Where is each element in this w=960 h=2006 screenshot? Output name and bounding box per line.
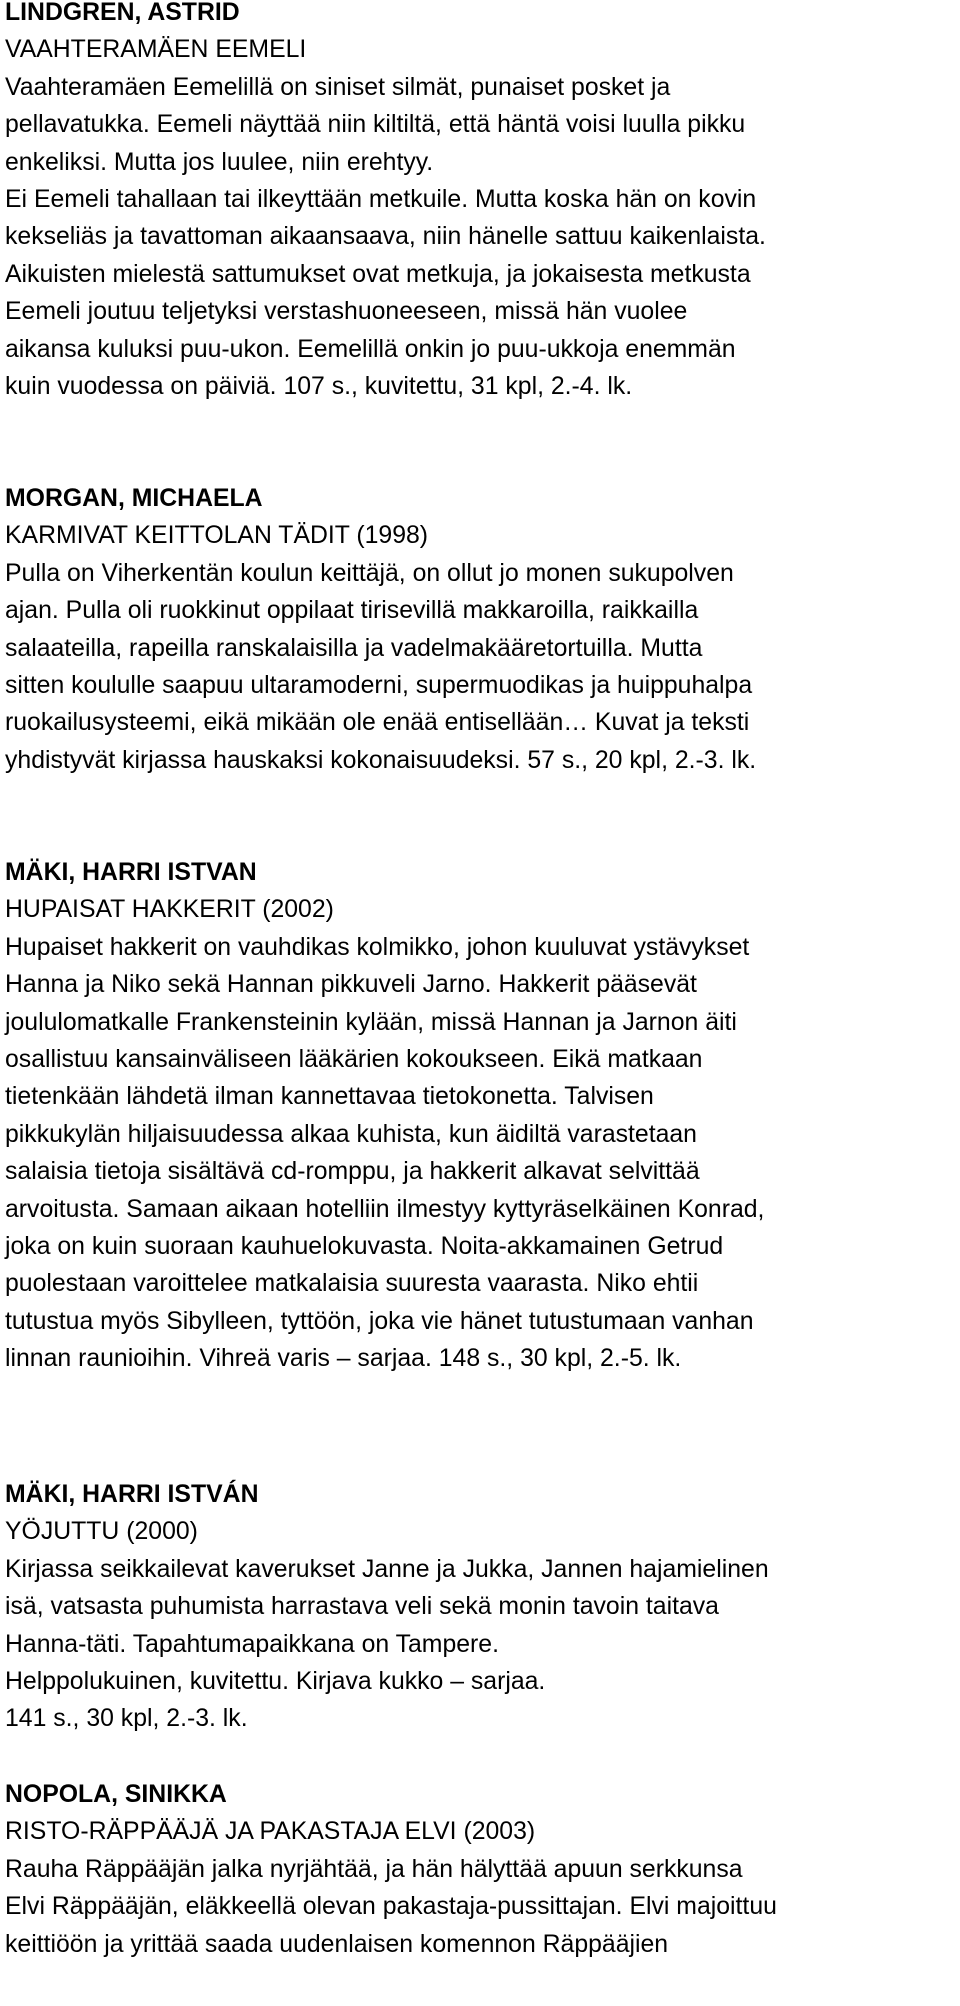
description-line: Hupaiset hakkerit on vauhdikas kolmikko, johon kuuluvat ystävykset <box>5 933 750 961</box>
entry-title: HUPAISAT HAKKERIT (2002) <box>5 896 334 924</box>
description-line: arvoitusta. Samaan aikaan hotelliin ilmestyy kyttyräselkäinen Konrad, <box>5 1195 765 1223</box>
description-line: Pulla on Viherkentän koulun keittäjä, on ollut jo monen sukupolven <box>5 559 734 587</box>
description-line: keittiöön ja yrittää saada uudenlaisen komennon Räppääjien <box>5 1930 669 1958</box>
description-line: aikansa kuluksi puu-ukon. Eemelillä onkin jo puu-ukkoja enemmän <box>5 335 736 363</box>
book-entry <box>5 854 955 1377</box>
description-line: Hanna ja Niko sekä Hannan pikkuveli Jarno. Hakkerit pääsevät <box>5 971 697 999</box>
description-line: 141 s., 30 kpl, 2.-3. lk. <box>5 1705 248 1733</box>
description-line: pellavatukka. Eemeli näyttää niin kiltiltä, että häntä voisi luulla pikku <box>5 111 746 139</box>
description-line: ruokailusysteemi, eikä mikään ole enää entisellään… Kuvat ja teksti <box>5 709 750 737</box>
entry-title: VAAHTERAMÄEN EEMELI <box>5 36 307 64</box>
description-line: puolestaan varoittelee matkalaisia suuresta vaarasta. Niko ehtii <box>5 1270 699 1298</box>
description-line: Rauha Räppääjän jalka nyrjähtää, ja hän hälyttää apuun serkkunsa <box>5 1855 743 1883</box>
entry-author: NOPOLA, SINIKKA <box>5 1781 227 1808</box>
description-line: salaisia tietoja sisältävä cd-romppu, ja hakkerit alkavat selvittää <box>5 1158 700 1186</box>
description-line: yhdistyvät kirjassa hauskaksi kokonaisuudeksi. 57 s., 20 kpl, 2.-3. lk. <box>5 746 757 774</box>
description-line: linnan raunioihin. Vihreä varis – sarjaa. 148 s., 30 kpl, 2.-5. lk. <box>5 1345 682 1373</box>
description-line: kekseliäs ja tavattoman aikaansaava, niin hänelle sattuu kaikenlaista. <box>5 223 766 251</box>
entry-author: LINDGREN, ASTRID <box>5 0 240 26</box>
description-line: joka on kuin suoraan kauhuelokuvasta. Noita-akkamainen Getrud <box>5 1232 724 1260</box>
entry-title: RISTO-RÄPPÄÄJÄ JA PAKASTAJA ELVI (2003) <box>5 1818 536 1846</box>
description-line: Kirjassa seikkailevat kaverukset Janne ja Jukka, Jannen hajamielinen <box>5 1555 769 1583</box>
description-line: ajan. Pulla oli ruokkinut oppilaat tirisevillä makkaroilla, raikkailla <box>5 597 699 625</box>
description-line: Hanna-täti. Tapahtumapaikkana on Tampere. <box>5 1630 499 1658</box>
entry-author: MÄKI, HARRI ISTVAN <box>5 859 257 886</box>
entry-author: MÄKI, HARRI ISTVÁN <box>5 1481 259 1508</box>
description-line: Ei Eemeli tahallaan tai ilkeyttään metkuile. Mutta koska hän on kovin <box>5 185 757 213</box>
description-line: Elvi Räppääjän, eläkkeellä olevan pakastaja-pussittajan. Elvi majoittuu <box>5 1893 777 1921</box>
description-line: osallistuu kansainväliseen lääkärien kokoukseen. Eikä matkaan <box>5 1045 703 1073</box>
description-line: enkeliksi. Mutta jos luulee, niin erehtyy. <box>5 148 434 176</box>
description-line: sitten koululle saapuu ultaramoderni, supermuodikas ja huippuhalpa <box>5 671 753 699</box>
description-line: joululomatkalle Frankensteinin kylään, missä Hannan ja Jarnon äiti <box>5 1008 737 1036</box>
description-line: Aikuisten mielestä sattumukset ovat metkuja, ja jokaisesta metkusta <box>5 260 751 288</box>
book-entry <box>5 480 955 779</box>
description-line: Helppolukuinen, kuvitettu. Kirjava kukko – sarjaa. <box>5 1667 546 1695</box>
description-line: Eemeli joutuu teljetyksi verstashuoneeseen, missä hän vuolee <box>5 298 688 326</box>
book-entry <box>5 1476 955 1738</box>
entry-title: KARMIVAT KEITTOLAN TÄDIT (1998) <box>5 522 429 550</box>
book-entry <box>5 1776 955 1963</box>
entry-author: MORGAN, MICHAELA <box>5 485 263 512</box>
description-line: tietenkään lähdetä ilman kannettavaa tietokonetta. Talvisen <box>5 1083 654 1111</box>
description-line: pikkukylän hiljaisuudessa alkaa kuhista, kun äidiltä varastetaan <box>5 1120 697 1148</box>
description-line: isä, vatsasta puhumista harrastava veli sekä monin tavoin taitava <box>5 1593 719 1621</box>
description-line: tutustua myös Sibylleen, tyttöön, joka vie hänet tutustumaan vanhan <box>5 1307 754 1335</box>
description-line: salaateilla, rapeilla ranskalaisilla ja vadelmakääretortuilla. Mutta <box>5 634 703 662</box>
entry-title: YÖJUTTU (2000) <box>5 1518 198 1546</box>
description-line: Vaahteramäen Eemelillä on siniset silmät, punaiset posket ja <box>5 73 671 101</box>
book-entry <box>5 0 955 405</box>
description-line: kuin vuodessa on päiviä. 107 s., kuvitettu, 31 kpl, 2.-4. lk. <box>5 372 633 400</box>
